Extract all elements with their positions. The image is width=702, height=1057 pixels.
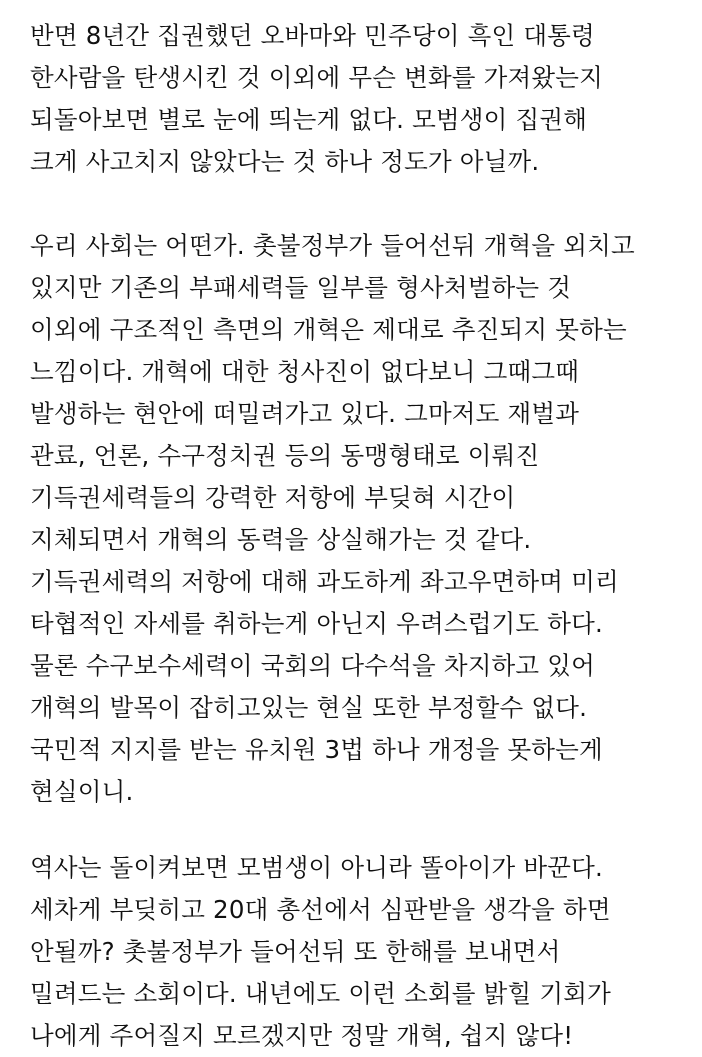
text-line: 지체되면서 개혁의 동력을 상실해가는 것 같다. <box>30 525 532 554</box>
paragraph-2 <box>30 225 690 813</box>
text-line: 한사람을 탄생시킨 것 이외에 무슨 변화를 가져왔는지 <box>30 63 603 92</box>
text-line: 나에게 주어질지 모르겠지만 정말 개혁, 쉽지 않다! <box>30 1021 574 1050</box>
text-line: 타협적인 자세를 취하는게 아닌지 우려스럽기도 하다. <box>30 609 603 638</box>
text-line: 물론 수구보수세력이 국회의 다수석을 차지하고 있어 <box>30 651 596 680</box>
text-line: 크게 사고치지 않았다는 것 하나 정도가 아닐까. <box>30 147 540 176</box>
text-line: 역사는 돌이켜보면 모범생이 아니라 똘아이가 바꾼다. <box>30 853 603 882</box>
text-line: 현실이니. <box>30 777 134 806</box>
paragraph-1 <box>30 15 690 183</box>
text-line: 개혁의 발목이 잡히고있는 현실 또한 부정할수 없다. <box>30 693 588 722</box>
text-line: 세차게 부딪히고 20대 총선에서 심판받을 생각을 하면 <box>30 895 611 924</box>
text-line: 느낌이다. 개혁에 대한 청사진이 없다보니 그때그때 <box>30 357 580 386</box>
text-line: 되돌아보면 별로 눈에 띄는게 없다. 모범생이 집권해 <box>30 105 588 134</box>
text-line: 발생하는 현안에 떠밀려가고 있다. 그마저도 재벌과 <box>30 399 580 428</box>
paragraph-3 <box>30 847 690 1057</box>
text-line: 안될까? 촛불정부가 들어선뒤 또 한해를 보내면서 <box>30 937 561 966</box>
text-line: 국민적 지지를 받는 유치원 3법 하나 개정을 못하는게 <box>30 735 603 764</box>
text-line: 기득권세력의 저항에 대해 과도하게 좌고우면하며 미리 <box>30 567 619 596</box>
text-line: 있지만 기존의 부패세력들 일부를 형사처벌하는 것 <box>30 273 572 302</box>
text-line: 반면 8년간 집권했던 오바마와 민주당이 흑인 대통령 <box>30 21 595 50</box>
text-line: 관료, 언론, 수구정치권 등의 동맹형태로 이뤄진 <box>30 441 540 470</box>
text-line: 기득권세력들의 강력한 저항에 부딪혀 시간이 <box>30 483 516 512</box>
text-line: 우리 사회는 어떤가. 촛불정부가 들어선뒤 개혁을 외치고 <box>30 231 635 260</box>
text-line: 이외에 구조적인 측면의 개혁은 제대로 추진되지 못하는 <box>30 315 627 344</box>
text-line: 밀려드는 소회이다. 내년에도 이런 소회를 밝힐 기회가 <box>30 979 611 1008</box>
